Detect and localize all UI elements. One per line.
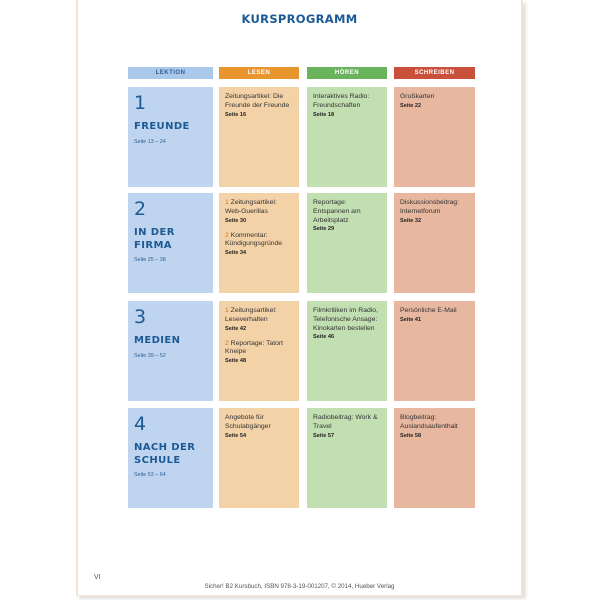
activity-item [400, 199, 470, 224]
activity-item [225, 340, 294, 365]
activity-page: Seite 46 [313, 334, 335, 341]
activity-title: Filmkritiken im Radio, Telefonische Ansage: Kinokarten bestellen [313, 307, 378, 332]
activity-number: 1 [225, 307, 229, 314]
lesson-name: NACH DER SCHULE [134, 442, 196, 466]
lesson-name: IN DER FIRMA [134, 227, 175, 251]
activity-page: Seite 32 [400, 217, 422, 224]
header-schreiben: SCHREIBEN [394, 67, 475, 79]
activity-text [313, 199, 382, 225]
lesson-pages: Seite 53 – 64 [134, 472, 166, 478]
activity-page: Seite 57 [313, 432, 335, 439]
lektion-cell [128, 301, 213, 401]
activity-item [400, 93, 470, 109]
lesen-cell [219, 193, 299, 293]
activity-title: Angebote für Schulabgänger [225, 414, 271, 430]
activity-text [225, 199, 294, 217]
activity-item [400, 307, 470, 323]
page-number: VI [94, 574, 101, 581]
activity-page: Seite 34 [225, 250, 247, 257]
hoeren-cell [307, 87, 387, 187]
lesson-name: FREUNDE [134, 121, 190, 132]
lesson-pages: Seite 25 – 38 [134, 257, 166, 263]
lesen-cell [219, 301, 299, 401]
lesen-cell [219, 408, 299, 508]
activity-item [225, 93, 294, 118]
activity-title: Kommentar: Kündigungsgründe [225, 231, 283, 248]
header-lesen: LESEN [219, 67, 299, 79]
activity-text [400, 93, 470, 102]
activity-text [400, 307, 470, 316]
activity-text [225, 232, 294, 250]
activity-number: 2 [225, 231, 229, 239]
lesson-number: 3 [134, 306, 147, 328]
footer-citation: Sicher! B2 Kursbuch, ISBN 978-3-19-001207, © 2014, Hueber Verlag [204, 583, 395, 590]
activity-page: Seite 18 [313, 111, 335, 118]
document-page [76, 0, 523, 596]
lektion-cell [128, 87, 213, 187]
page-title: KURSPROGRAMM [241, 12, 358, 26]
schreiben-cell [394, 301, 475, 401]
activity-text [225, 93, 294, 111]
activity-page: Seite 16 [225, 111, 247, 118]
lektion-cell [128, 408, 213, 508]
activity-page: Seite 42 [225, 325, 247, 332]
activity-text [313, 93, 382, 111]
hoeren-cell [307, 301, 387, 401]
header-hoeren: HÖREN [307, 67, 387, 79]
header-lektion: LEKTION [128, 67, 213, 79]
activity-title: Zeitungsartikel: Web-Guerillas [225, 199, 277, 215]
activity-title: Grußkarten [400, 93, 435, 100]
lesson-number: 4 [134, 413, 147, 435]
activity-item [313, 93, 382, 118]
lesen-cell [219, 87, 299, 187]
activity-title: Radiobeitrag: Work & Travel [313, 414, 378, 430]
lesson-pages: Seite 39 – 52 [134, 352, 166, 359]
activity-text [225, 414, 294, 432]
lesson-number: 2 [134, 198, 147, 220]
activity-number: 1 [225, 199, 229, 206]
hoeren-cell [307, 193, 387, 293]
activity-page: Seite 30 [225, 217, 247, 224]
lesson-pages: Seite 13 – 24 [134, 138, 166, 145]
activity-item [400, 414, 470, 439]
activity-text [313, 414, 382, 432]
schreiben-cell [394, 193, 475, 293]
activity-title: Interaktives Radio: Freundschaften [313, 93, 370, 109]
schreiben-cell [394, 87, 475, 187]
lektion-cell [128, 193, 213, 293]
activity-title: Reportage: Entspannen am Arbeitsplatz [313, 199, 361, 224]
activity-number: 2 [225, 339, 229, 347]
activity-page: Seite 54 [225, 432, 247, 439]
activity-text [400, 414, 470, 432]
activity-text [225, 340, 294, 358]
activity-page: Seite 58 [400, 432, 422, 439]
lesson-name: MEDIEN [134, 335, 181, 346]
activity-page: Seite 22 [400, 102, 422, 109]
activity-item [225, 414, 294, 439]
activity-item [225, 232, 294, 257]
lesson-number: 1 [134, 92, 147, 114]
activity-title: Diskussionsbeitrag: Internetforum [400, 199, 459, 215]
activity-item [313, 199, 382, 232]
activity-page: Seite 48 [225, 358, 247, 365]
activity-title: Zeitungsartikel: Die Freunde der Freunde [225, 93, 290, 109]
activity-page: Seite 41 [400, 316, 422, 323]
activity-item [225, 199, 294, 224]
activity-text [225, 307, 294, 325]
activity-title: Persönliche E-Mail [400, 307, 457, 314]
activity-item [313, 414, 382, 439]
activity-title: Zeitungsartikel: Leseverhalten [225, 307, 277, 323]
activity-item [225, 307, 294, 332]
hoeren-cell [307, 408, 387, 508]
activity-title: Reportage: Tatort Kneipe [225, 339, 284, 356]
activity-item [313, 307, 382, 340]
activity-text [313, 307, 382, 333]
schreiben-cell [394, 408, 475, 508]
activity-title: Blogbeitrag: Auslandsaufenthalt [400, 414, 458, 430]
activity-text [400, 199, 470, 217]
activity-page: Seite 29 [313, 226, 335, 233]
